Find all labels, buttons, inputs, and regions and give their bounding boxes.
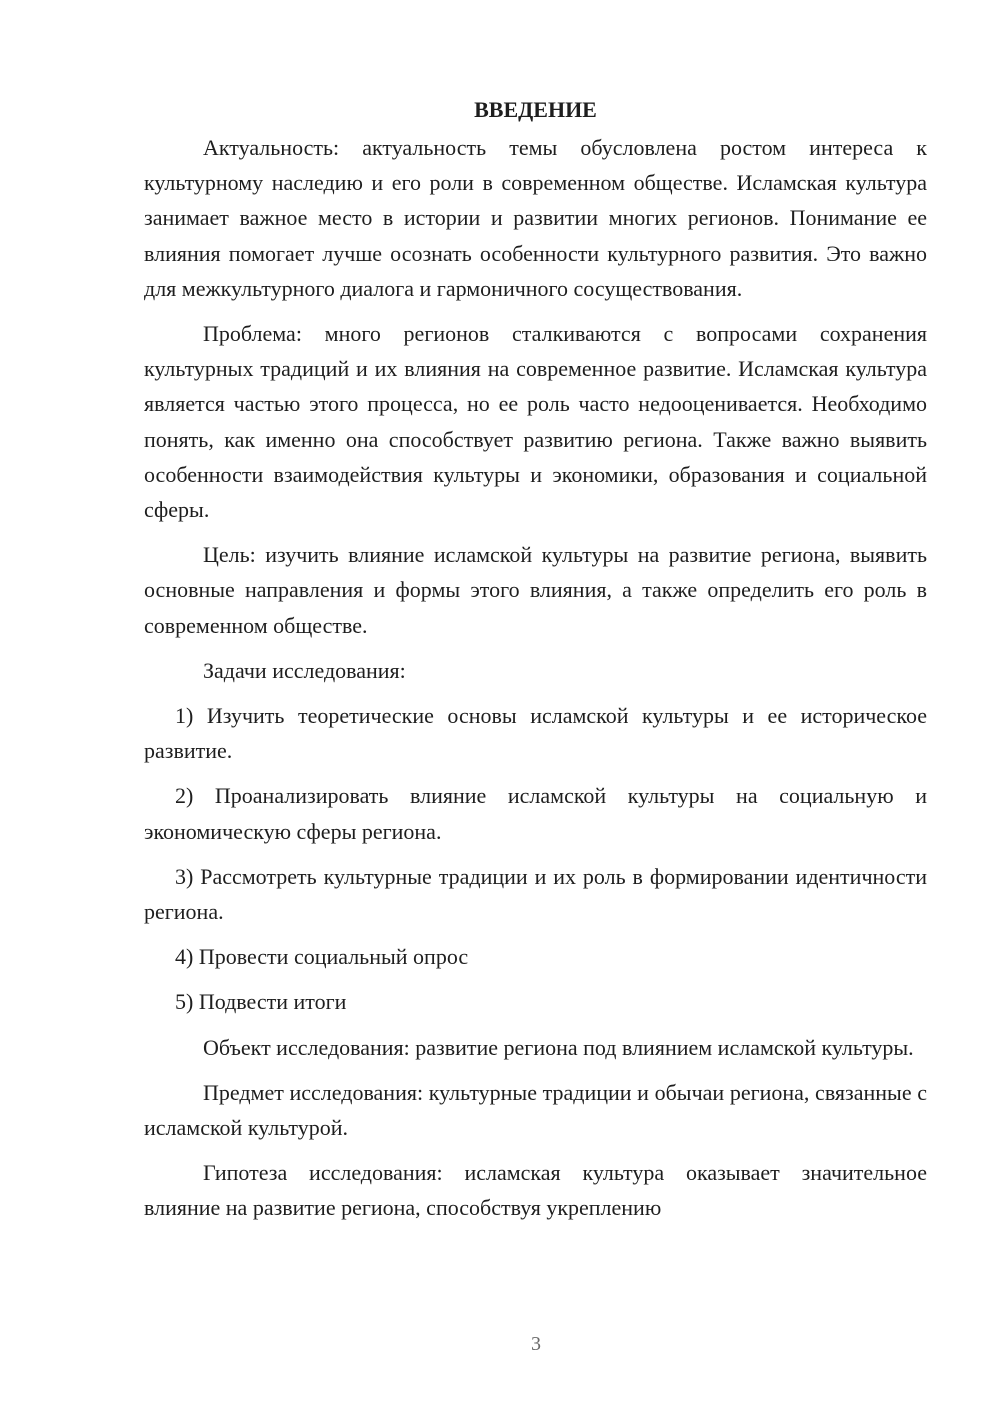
task-item-5: 5) Подвести итоги	[175, 989, 347, 1015]
document-page	[144, 92, 927, 1226]
object-paragraph: Объект исследования: развитие региона под влиянием исламской культуры.	[203, 1034, 914, 1060]
task-item-2: 2) Проанализировать влияние исламской культуры на социальную и экономическую сферы региона.	[144, 783, 927, 844]
goal-paragraph: Цель: изучить влияние исламской культуры на развитие региона, выявить основные направления и формы этого влияния, а также определить его роль в современном обществе.	[144, 542, 927, 638]
task-item-4: 4) Провести социальный опрос	[175, 944, 469, 970]
task-item-1: 1) Изучить теоретические основы исламской культуры и ее историческое развитие.	[144, 703, 927, 764]
subject-paragraph: Предмет исследования: культурные традиции и обычаи региона, связанные с исламской культурой.	[144, 1079, 927, 1141]
hypothesis-paragraph: Гипотеза исследования: исламская культура оказывает значительное влияние на развитие региона, способствуя укреплению	[144, 1160, 927, 1221]
relevance-paragraph: Актуальность: актуальность темы обусловлена ростом интереса к культурному наследию и его роли в современном обществе. Исламская культура занимает важное место в истории и развитии многих регионов. Понимание ее влияния помогает лучше осознать особенности культурного развития. Это важно для межкультурного диалога и гармоничного сосуществования.	[144, 135, 927, 301]
task-item-3: 3) Рассмотреть культурные традиции и их роль в формировании идентичности региона.	[144, 863, 927, 925]
section-heading: ВВЕДЕНИЕ	[474, 97, 597, 122]
tasks-title: Задачи исследования:	[203, 657, 406, 683]
problem-paragraph: Проблема: много регионов сталкиваются с вопросами сохранения культурных традиций и их влияния на современное развитие. Исламская культура является частью этого процесса, но ее роль часто недооценивается. Необходимо понять, как именно она способствует развитию региона. Также важно выявить особенности взаимодействия культуры и экономики, образования и социальной сферы.	[144, 321, 927, 523]
page-number: 3	[531, 1333, 541, 1355]
